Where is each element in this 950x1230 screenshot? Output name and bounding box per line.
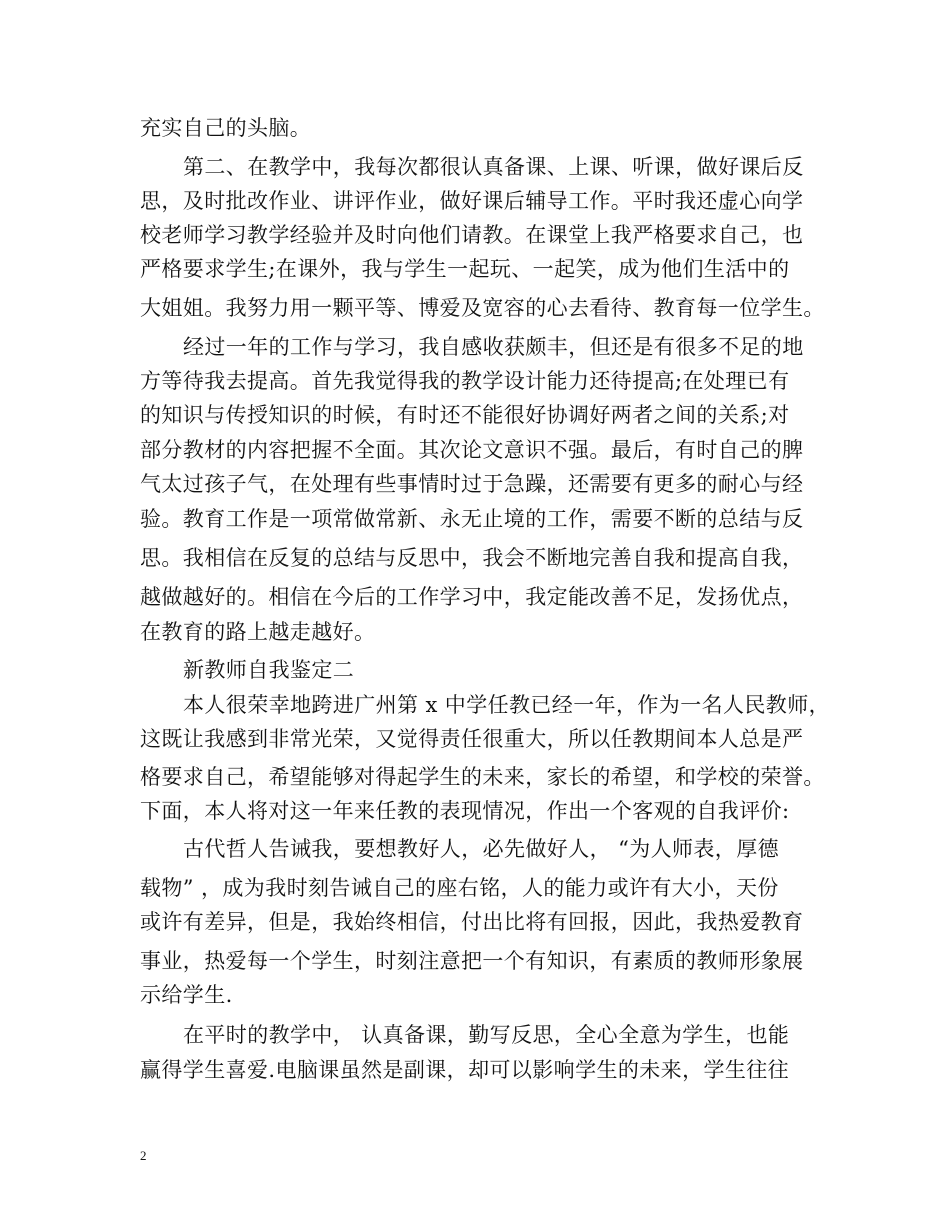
text-line: 思，及时批改作业、讲评作业，做好课后辅导工作。平时我还虚心向学 (140, 189, 804, 213)
text-line: 校老师学习教学经验并及时向他们请教。在课堂上我严格要求自己，也 (140, 223, 804, 247)
text-line: 气太过孩子气，在处理有些事情时过于急躁，还需要有更多的耐心与经 (140, 472, 804, 496)
text-line: 验。教育工作是一项常做常新、永无止境的工作，需要不断的总结与反 (140, 507, 804, 531)
text-line: 赢得学生喜爱.电脑课虽然是副课，却可以影响学生的未来，学生往往 (140, 1058, 790, 1082)
text-line: 古代哲人告诫我，要想教好人，必先做好人， “为人师表，厚德 (183, 837, 780, 861)
text-line: 经过一年的工作与学习，我自感收获颇丰，但还是有很多不足的地 (183, 335, 804, 359)
text-line: 第二、在教学中，我每次都很认真备课、上课、听课，做好课后反 (183, 155, 804, 179)
text-line: 在教育的路上越走越好。 (140, 620, 376, 644)
page-number: 2 (140, 1148, 147, 1163)
text-line: 这既让我感到非常光荣，又觉得责任很重大，所以任教期间本人总是严 (140, 727, 804, 751)
text-line: 事业，热爱每一个学生，时刻注意把一个有知识，有素质的教师形象展 (140, 949, 804, 973)
text-line: 载物” ，成为我时刻告诫自己的座右铭，人的能力或许有大小，天份 (140, 876, 779, 900)
text-line: 示给学生. (140, 983, 233, 1007)
text-line: 本人很荣幸地跨进广州第 x 中学任教已经一年，作为一名人民教师， (183, 693, 830, 717)
text-line: 大姐姐。我努力用一颗平等、博爱及宽容的心去看待、教育每一位学生。 (140, 296, 825, 320)
text-line: 越做越好的。相信在今后的工作学习中，我定能改善不足，发扬优点， (140, 585, 804, 609)
text-line: 严格要求学生;在课外，我与学生一起玩、一起笑，成为他们生活中的 (140, 257, 790, 281)
text-line: 部分教材的内容把握不全面。其次论文意识不强。最后，有时自己的脾 (140, 438, 804, 462)
text-line: 下面，本人将对这一年来任教的表现情况，作出一个客观的自我评价: (140, 799, 790, 823)
text-line: 思。我相信在反复的总结与反思中，我会不断地完善自我和提高自我， (140, 546, 804, 570)
text-line: 或许有差异，但是，我始终相信，付出比将有回报，因此，我热爱教育 (140, 910, 804, 934)
text-line: 在平时的教学中， 认真备课，勤写反思，全心全意为学生，也能 (183, 1023, 790, 1047)
text-line: 格要求自己，希望能够对得起学生的未来，家长的希望，和学校的荣誉。 (140, 765, 825, 789)
text-line: 充实自己的头脑。 (140, 116, 312, 140)
section-heading: 新教师自我鉴定二 (183, 658, 355, 682)
text-line: 方等待我去提高。首先我觉得我的教学设计能力还待提高;在处理已有 (140, 369, 790, 393)
text-line: 的知识与传授知识的时候，有时还不能很好协调好两者之间的关系;对 (140, 403, 790, 427)
